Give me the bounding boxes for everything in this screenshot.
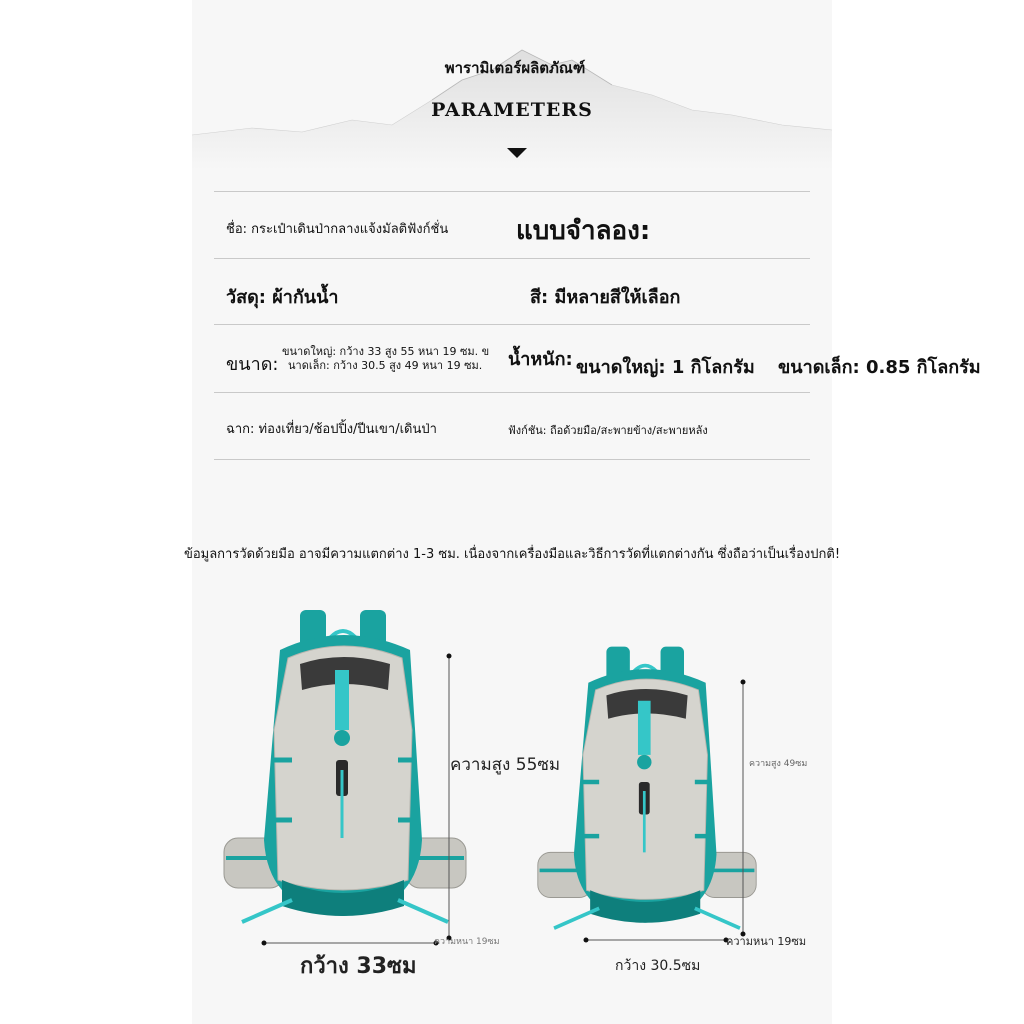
divider bbox=[214, 324, 810, 325]
spec-name: ชื่อ: กระเป๋าเดินป่ากลางแจ้งมัลติฟังก์ชั่น bbox=[226, 222, 449, 237]
spec-weight-large: ขนาดใหญ่: 1 กิโลกรัม bbox=[576, 357, 755, 378]
spec-function: ฟังก์ชัน: ถือด้วยมือ/สะพายข้าง/สะพายหลัง bbox=[508, 424, 708, 437]
small-height-label: ความสูง 49ซม bbox=[749, 759, 808, 769]
spec-color: สี: มีหลายสีให้เลือก bbox=[530, 287, 681, 308]
title-english: PARAMETERS bbox=[431, 99, 593, 121]
spec-material: วัสดุ: ผ้ากันน้ำ bbox=[226, 287, 339, 308]
large-depth-label: ความหนา 19ซม bbox=[434, 937, 500, 947]
spec-size-large: ขนาดใหญ่: กว้าง 33 สูง 55 หนา 19 ซม. ข bbox=[282, 345, 490, 358]
title-thai: พารามิเตอร์ผลิตภัณฑ์ bbox=[444, 59, 586, 77]
spec-size-small: นาดเล็ก: กว้าง 30.5 สูง 49 หนา 19 ซม. bbox=[288, 359, 483, 372]
spec-model: แบบจำลอง: bbox=[516, 216, 651, 246]
divider bbox=[214, 258, 810, 259]
divider bbox=[214, 191, 810, 192]
spec-scene: ฉาก: ท่องเที่ยว/ช้อปปิ้ง/ปีนเขา/เดินป่า bbox=[226, 422, 437, 437]
large-height-label: ความสูง 55ซม bbox=[450, 755, 561, 775]
divider bbox=[214, 459, 810, 460]
small-width-label: กว้าง 30.5ซม bbox=[615, 958, 701, 974]
divider bbox=[214, 392, 810, 393]
spec-size-label: ขนาด: bbox=[226, 354, 279, 375]
triangle-down-icon bbox=[507, 148, 527, 158]
small-dimension-lines bbox=[580, 676, 750, 946]
spec-weight-label: น้ำหนัก: bbox=[508, 349, 573, 370]
large-dimension-lines bbox=[260, 650, 460, 950]
measurement-note: ข้อมูลการวัดด้วยมือ อาจมีความแตกต่าง 1-3 ซม. เนื่องจากเครื่องมือและวิธีการวัดที่แตกต่างกัน ซึ่งถือว่าเป็นเรื่องปกติ! bbox=[183, 547, 841, 562]
spec-weight-small: ขนาดเล็ก: 0.85 กิโลกรัม bbox=[778, 357, 981, 378]
large-width-label: กว้าง 33ซม bbox=[300, 954, 417, 979]
small-depth-label: ความหนา 19ซม bbox=[726, 935, 807, 948]
